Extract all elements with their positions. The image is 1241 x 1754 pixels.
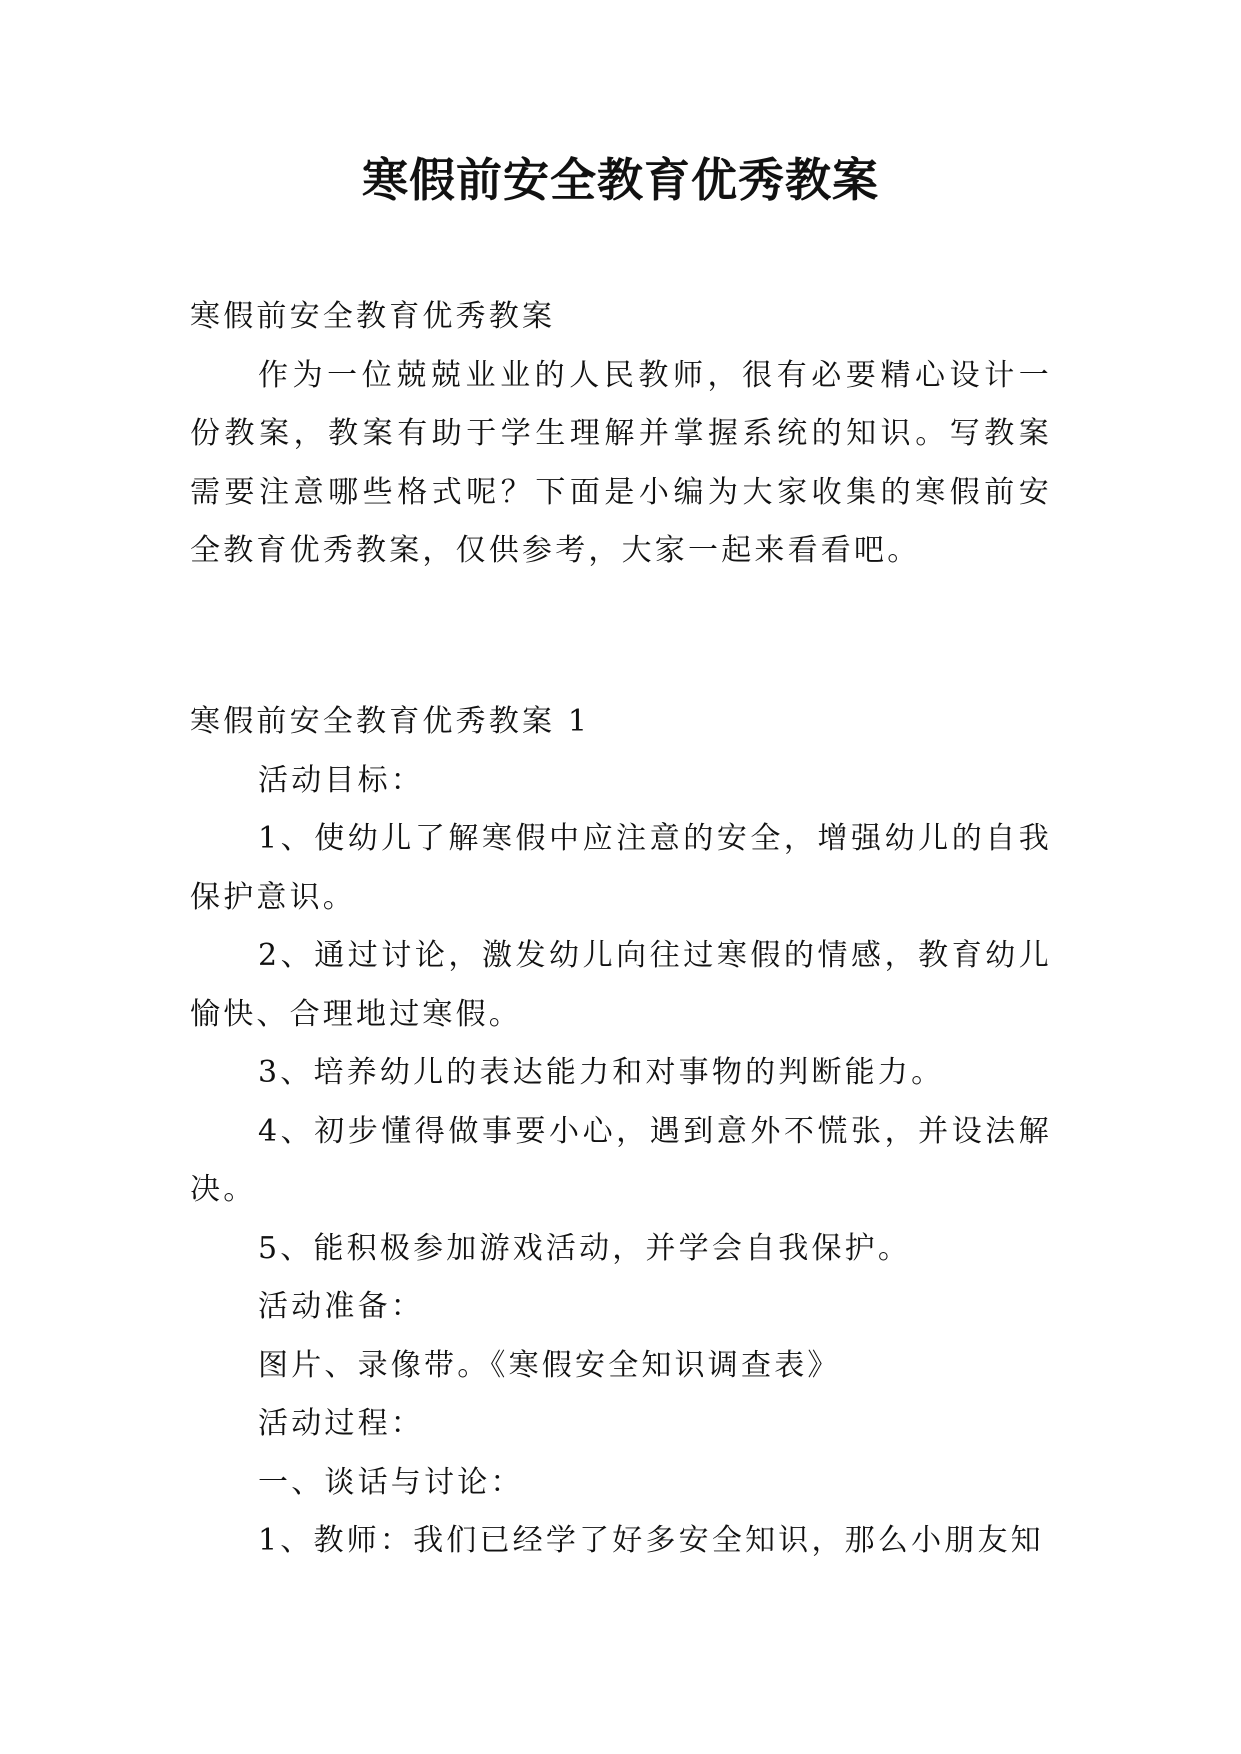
document-title: 寒假前安全教育优秀教案 — [362, 153, 879, 207]
goals-heading: 活动目标： — [258, 762, 424, 798]
intro-paragraph: 作为一位兢兢业业的人民教师，很有必要精心设计一份教案，教案有助于学生理解并掌握系统的知识。写教案需要注意哪些格式呢？下面是小编为大家收集的寒假前安全教育优秀教案，仅供参考，大家一起来看看吧。 — [190, 357, 1052, 568]
goal-item: 4、初步懂得做事要小心，遇到意外不慌张，并设法解决。 — [190, 1113, 1052, 1207]
process-item: 1、教师：我们已经学了好多安全知识，那么小朋友知 — [258, 1523, 1044, 1558]
goal-item: 1、使幼儿了解寒假中应注意的安全，增强幼儿的自我保护意识。 — [190, 821, 1052, 915]
prep-heading: 活动准备： — [258, 1289, 424, 1324]
process-step: 一、谈话与讨论： — [258, 1464, 524, 1500]
section-heading: 寒假前安全教育优秀教案 1 — [190, 704, 591, 739]
goal-item: 5、能积极参加游戏活动，并学会自我保护。 — [258, 1230, 912, 1266]
section-1 — [190, 693, 1052, 1571]
intro-heading: 寒假前安全教育优秀教案 — [190, 299, 556, 334]
process-heading: 活动过程： — [258, 1406, 424, 1441]
prep-text: 图片、录像带。《寒假安全知识调查表》 — [258, 1347, 841, 1383]
goal-item: 2、通过讨论，激发幼儿向往过寒假的情感，教育幼儿愉快、合理地过寒假。 — [190, 938, 1052, 1032]
goal-item: 3、培养幼儿的表达能力和对事物的判断能力。 — [258, 1055, 945, 1090]
intro-block — [190, 288, 1052, 581]
